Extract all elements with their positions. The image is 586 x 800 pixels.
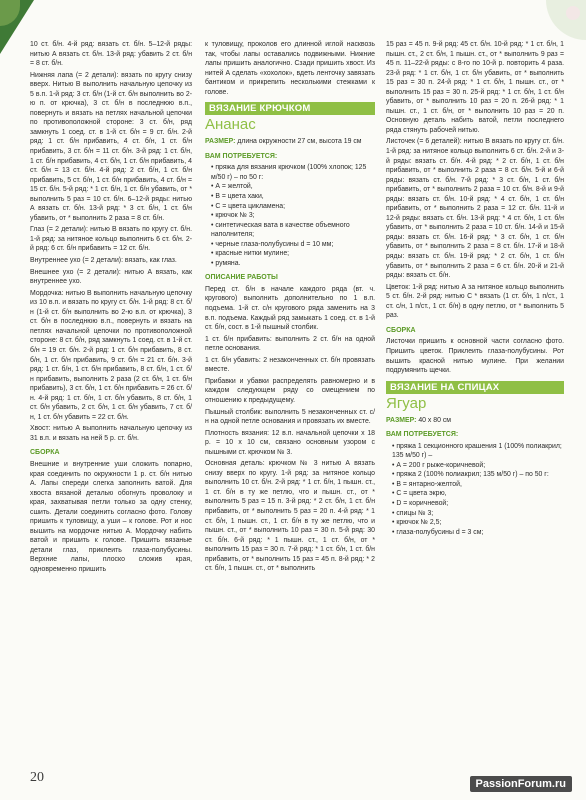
assembly-heading: СБОРКА — [386, 326, 416, 334]
paragraph: Прибавки и убавки распределять равномерно и в каждом следующем ряду со смещением по отношению к предыдущему. — [205, 377, 375, 404]
list-item: • пряжа 1 секционного крашения 1 (100% полиакрил; 135 м/50 г) – — [392, 442, 564, 461]
size-line — [386, 416, 564, 426]
list-item: • В = цвета хаки, — [211, 192, 375, 202]
paragraph: Перед ст. б/н в начале каждого ряда (вт. ч. кругового) выполнить дополнительно по 1 в.п. подъема. 1-й ст. с/н кругового ряда заменить на 3 в.п. подъема. Каждый ряд замыкать 1 соед. ст. в 1-й ст. б/н, сост. в 1-й пышный столбик. — [205, 285, 375, 332]
list-item: • А = желтой, — [211, 182, 375, 192]
list-item: • румяна. — [211, 259, 375, 269]
paragraph: 1 ст. б/н убавить: 2 незаконченных ст. б/н провязать вместе. — [205, 356, 375, 374]
paragraph: 15 раз = 45 п. 9-й ряд: 45 ст. б/н. 10-й ряд: * 1 ст. б/н, 1 пышн. ст., 2 ст. б/н, 1 пышн. ст., от * выполнить 9 раз = 45 п. 11–22-й ряды: с 8-го по 10-й р. повторить 4 раза. 23-й ряд: * 1 ст. б/н, 1 ст. б/н убавить, от * выполнить 15 раз = 30 п. 24-й ряд: * 1 ст. б/н, 1 пышн. ст., от * выполнить 15 раз = 30 п. 25-й ряд: * 1 ст. б/н, 1 ст. б/н убавить, от * выполнить 10 раз = 20 п. 26-й ряд: * 1 пышн. ст., 1 ст. б/н, от * выполнить 10 раз = 20 п. Основную деталь набить ватой, петли последнего ряда стянуть рабочей нитью. — [386, 41, 564, 134]
materials-list — [205, 163, 375, 268]
paragraph: Нижняя лапа (= 2 детали): вязать по кругу снизу вверх. Нитью В выполнить начальную цепочку из 5 в.п. 1-й ряд: 3 ст. б/н (1-й ст. б/н выполнить во 2-ю п. от крючка), 3 ст. б/н в последнюю в.п., повернуть и вязать на петлях начальной цепочки по противоположной стороне: 3 ст. б/н, ряд замкнуть 1 соед. ст. в 1-й ст. б/н = 9 ст. б/н. 2-й ряд: 1 ст. б/н прибавить, 4 ст. б/н, 1 ст. б/н прибавить, 3 ст. б/н = 11 ст. б/н. 3-й ряд: 1 ст. б/н, 1 ст. б/н прибавить, 4 ст. б/н, 1 ст. б/н прибавить, 4 ст. б/н = 13 ст. б/н. 4-й ряд: 2 ст. б/н, 1 ст. б/н прибавить, 5 ст. б/н, 1 ст. б/н прибавить, 4 ст. б/н = 15 ст. б/н. 5-й ряд: * 1 ст. б/н, 1 ст. б/н убавить, от * выполнить 5 раз = 10 ст. б/н. 6–12-й ряды: нитью А вязать ст. б/н. 13-й ряд: * 3 ст. б/н, 1 ст. б/н убавить, от * выполнить 2 раза = 8 ст. б/н. — [30, 71, 192, 222]
column-right — [386, 40, 564, 539]
list-item: • С = цвета цикламена; — [211, 202, 375, 212]
materials-heading: ВАМ ПОТРЕБУЕТСЯ: — [386, 431, 459, 439]
section-jaguar — [386, 381, 564, 413]
paragraph: Плотность вязания: 12 в.п. начальной цепочки х 18 р. = 10 х 10 см, связано основным узором с пышными ст. крючком № 3. — [205, 429, 375, 456]
section-pineapple — [205, 102, 375, 134]
paragraph: Внешнее ухо (= 2 детали): нитью А вязать, как внутреннее ухо. — [30, 268, 192, 286]
paragraph: Цветок: 1-й ряд: нитью А за нитяное кольцо выполнить 5 ст. б/н. 2-й ряд: нитью С * вязать (1 ст. б/н, 1 п/ст., 1 ст. с/н, 1 п/ст., 1 ст. б/н) в одну петлю, от * выполнить 5 раз. — [386, 283, 564, 320]
materials-list — [386, 442, 564, 537]
list-item: • В = янтарно-желтой, — [392, 480, 564, 490]
size-text: длина окружности 27 см, высота 19 см — [237, 138, 362, 146]
paragraph: 10 ст. б/н. 4-й ряд: вязать ст. б/н. 5–12-й ряды: нитью А вязать ст. б/н. 13-й ряд: убавить 2 ст. б/н = 8 ст. б/н. — [30, 41, 192, 68]
paragraph: Пышный столбик: выполнить 5 незаконченных ст. с/н на одной петле основания и провязать их вместе. — [205, 408, 375, 426]
paragraph: Листочки пришить к основной части согласно фото. Пришить цветок. Приклеить глаза-полубусины. Рот вышить красной нитью мулине. При желании подрумянить щечки. — [386, 338, 564, 375]
list-item: • пряжа для вязания крючком (100% хлопок; 125 м/50 г) – по 50 г: — [211, 163, 375, 182]
paragraph: Внутреннее ухо (= 2 детали): вязать, как глаз. — [30, 257, 177, 265]
column-middle — [205, 40, 375, 576]
column-left — [30, 40, 192, 577]
paragraph: Внешние и внутренние уши сложить попарно, края соединить по окружности 1 р. ст. б/н нитью А. Лапы спереди слегка заполнить ватой. Для хвоста вязаной деталью обогнуть проволоку и края, захватывая петли только за одну стенку, сшить. Детали соединить согласно фото. Голову пришить к туловищу, а уши – к голове. Рот и нос вышить на мордочке нитью А. Мордочку набить ватой и пришить к голове. Пришить вязаные детали глаз, приклеить глаза-полубусины. Верхние лапы, плоско сложив края, одновременно пришить — [30, 460, 192, 573]
section-band: ВЯЗАНИЕ КРЮЧКОМ — [205, 102, 375, 115]
paragraph: Листочек (= 6 деталей): нитью В вязать по кругу ст. б/н. 1-й ряд: за нитяное кольцо выполнить 6 ст. б/н. 2-й и 3-й ряды: вязать ст. б/н. 4-й ряд: * 2 ст. б/н, 1 ст. б/н прибавить, от * выполнить 2 раза = 8 ст. б/н. 5-й и 6-й ряды: вязать ст. б/н. 7-й ряд: * 3 ст. б/н, 1 ст. б/н прибавить, от * выполнить 2 раза = 10 ст. б/н. 8-й и 9-й ряды: вязать ст. б/н. 10-й ряд: * 4 ст. б/н, 1 ст. б/н прибавить, от * выполнить 2 раза = 12 ст. б/н. 11-й и 12-й ряды: вязать ст. б/н. 13-й ряд: * 4 ст. б/н, 1 ст. б/н убавить, от * выполнить 2 раза = 10 ст. б/н. 14-й и 15-й ряды: вязать ст. б/н. 16-й ряд: * 3 ст. б/н, 1 ст. б/н убавить, от * выполнить 2 раза = 8 ст. б/н. 17-й и 18-й ряды: вязать ст. б/н. 19-й ряд: * 2 ст. б/н, 1 ст. б/н убавить, от * выполнить 2 раза = 6 ст. б/н. 20-й и 21-й ряды: вязать ст. б/н. — [386, 138, 564, 280]
watermark: PassionForum.ru — [470, 776, 572, 792]
work-heading: ОПИСАНИЕ РАБОТЫ — [205, 274, 278, 282]
list-item: • синтетическая вата в качестве объемного наполнителя; — [211, 221, 375, 240]
paragraph: Хвост: нитью А выполнить начальную цепочку из 31 в.п. и вязать на ней 5 р. ст. б/н. — [30, 425, 192, 442]
section-title: Ягуар — [386, 394, 427, 412]
section-band: ВЯЗАНИЕ НА СПИЦАХ — [386, 381, 564, 394]
list-item: • А = 200 г рыже-коричневой; — [392, 461, 564, 471]
list-item: • крючок № 3; — [211, 211, 375, 221]
list-item: • глаза-полубусины d = 3 см; — [392, 528, 564, 538]
list-item: • пряжа 2 (100% полиакрил; 135 м/50 г) – по 50 г: — [392, 470, 564, 480]
page-number: 20 — [30, 770, 44, 785]
materials-heading: ВАМ ПОТРЕБУЕТСЯ: — [205, 152, 278, 160]
list-item: • D = коричневой; — [392, 499, 564, 509]
list-item: • красные нитки мулине; — [211, 249, 375, 259]
list-item: • С = цвета экрю, — [392, 489, 564, 499]
list-item: • крючок № 2,5; — [392, 518, 564, 528]
list-item: • спицы № 3; — [392, 509, 564, 519]
size-label: РАЗМЕР: — [386, 416, 417, 424]
list-item: • черные глаза-полубусины d = 10 мм; — [211, 240, 375, 250]
size-line — [205, 137, 375, 147]
paragraph: Глаз (= 2 детали): нитью В вязать по кругу ст. б/н. 1-й ряд: за нитяное кольцо выполнить 6 ст. б/н. 2-й ряд: 6 ст. б/н прибавить = 12 ст. б/н. — [30, 226, 192, 253]
flower-decoration — [566, 6, 580, 20]
paragraph: Основная деталь: крючком № 3 нитью А вязать снизу вверх по кругу. 1-й ряд: за нитяное кольцо выполнить 10 ст. б/н. 2-й ряд: * 1 ст. б/н, 1 пышн. ст., 1 ст. б/н в ту же петлю, что и пышн. ст., от * выполнить 5 раз = 15 п. 3-й ряд: * 2 ст. б/н, 1 ст. б/н прибавить, от * выполнить 5 раз = 20 п. 4-й ряд: * 1 ст. б/н, 1 пышн. ст., 1 ст. б/н в ту же петлю, что и пышн. ст., от * выполнить 10 раз = 30 п. 5-й ряд: 30 ст. б/н. 6-й ряд: * 1 пышн. ст., 1 ст. б/н, от * выполнить 15 раз = 30 п. 7-й ряд: * 1 ст. б/н, 1 ст. б/н прибавить, от * выполнить 15 раз = 45 п. 8-й ряд: * 2 ст. б/н, 1 пышн. ст., от * выполнить — [205, 460, 375, 573]
section-title: Ананас — [205, 116, 256, 134]
assembly-heading: СБОРКА — [30, 449, 60, 457]
paragraph: Мордочка: нитью В выполнить начальную цепочку из 10 в.п. и вязать по кругу ст. б/н. 1-й ряд: 8 ст. б/н (1-й ст. б/н выполнить во 2-ю в.п. от крючка), 3 ст. б/н в последнюю в.п., повернуть и вязать на петлях начальной цепочки по противоположной стороне: 8 ст. б/н, ряд замкнуть 1 соед. ст. в 1-й ст. б/н = 19 ст. б/н. 2-й ряд: 1 ст. б/н прибавить, 8 ст. б/н, 1 ст. б/н прибавить, 9 ст. б/н = 21 ст. б/н. 3-й ряд: 1 ст. б/н, 1 ст. б/н прибавить, 8 ст. б/н, 1 ст. б/н прибавить, выполнить 2 раза (2 ст. б/н, 1 ст. б/н прибавить), 3 ст. б/н, 1 ст. б/н прибавить = 26 ст. б/н. 4-й ряд: 1 ст. б/н, 1 ст. б/н убавить, 8 ст. б/н, 1 ст. б/н убавить, 2 ст. б/н, 1 ст. б/н убавить, 7 ст. б/н, 1 ст. б/н убавить = 22 ст. б/н. — [30, 289, 192, 421]
size-label: РАЗМЕР: — [205, 138, 236, 146]
paragraph: к туловищу, проколов его длинной иглой насквозь так, чтобы лапы оставались подвижными. Нижние лапы пришить аналогично. Сзади пришить хвост. Из нитей А сделать «хохолок», вдеть ленточку завязать бантиком и прикрепить несколькими стежками к голове. — [205, 41, 375, 96]
leaf-decoration-right — [546, 0, 586, 40]
size-text: 40 х 80 см — [418, 416, 452, 424]
paragraph: 1 ст. б/н прибавить: выполнить 2 ст. б/н на одной петле основания. — [205, 335, 375, 353]
